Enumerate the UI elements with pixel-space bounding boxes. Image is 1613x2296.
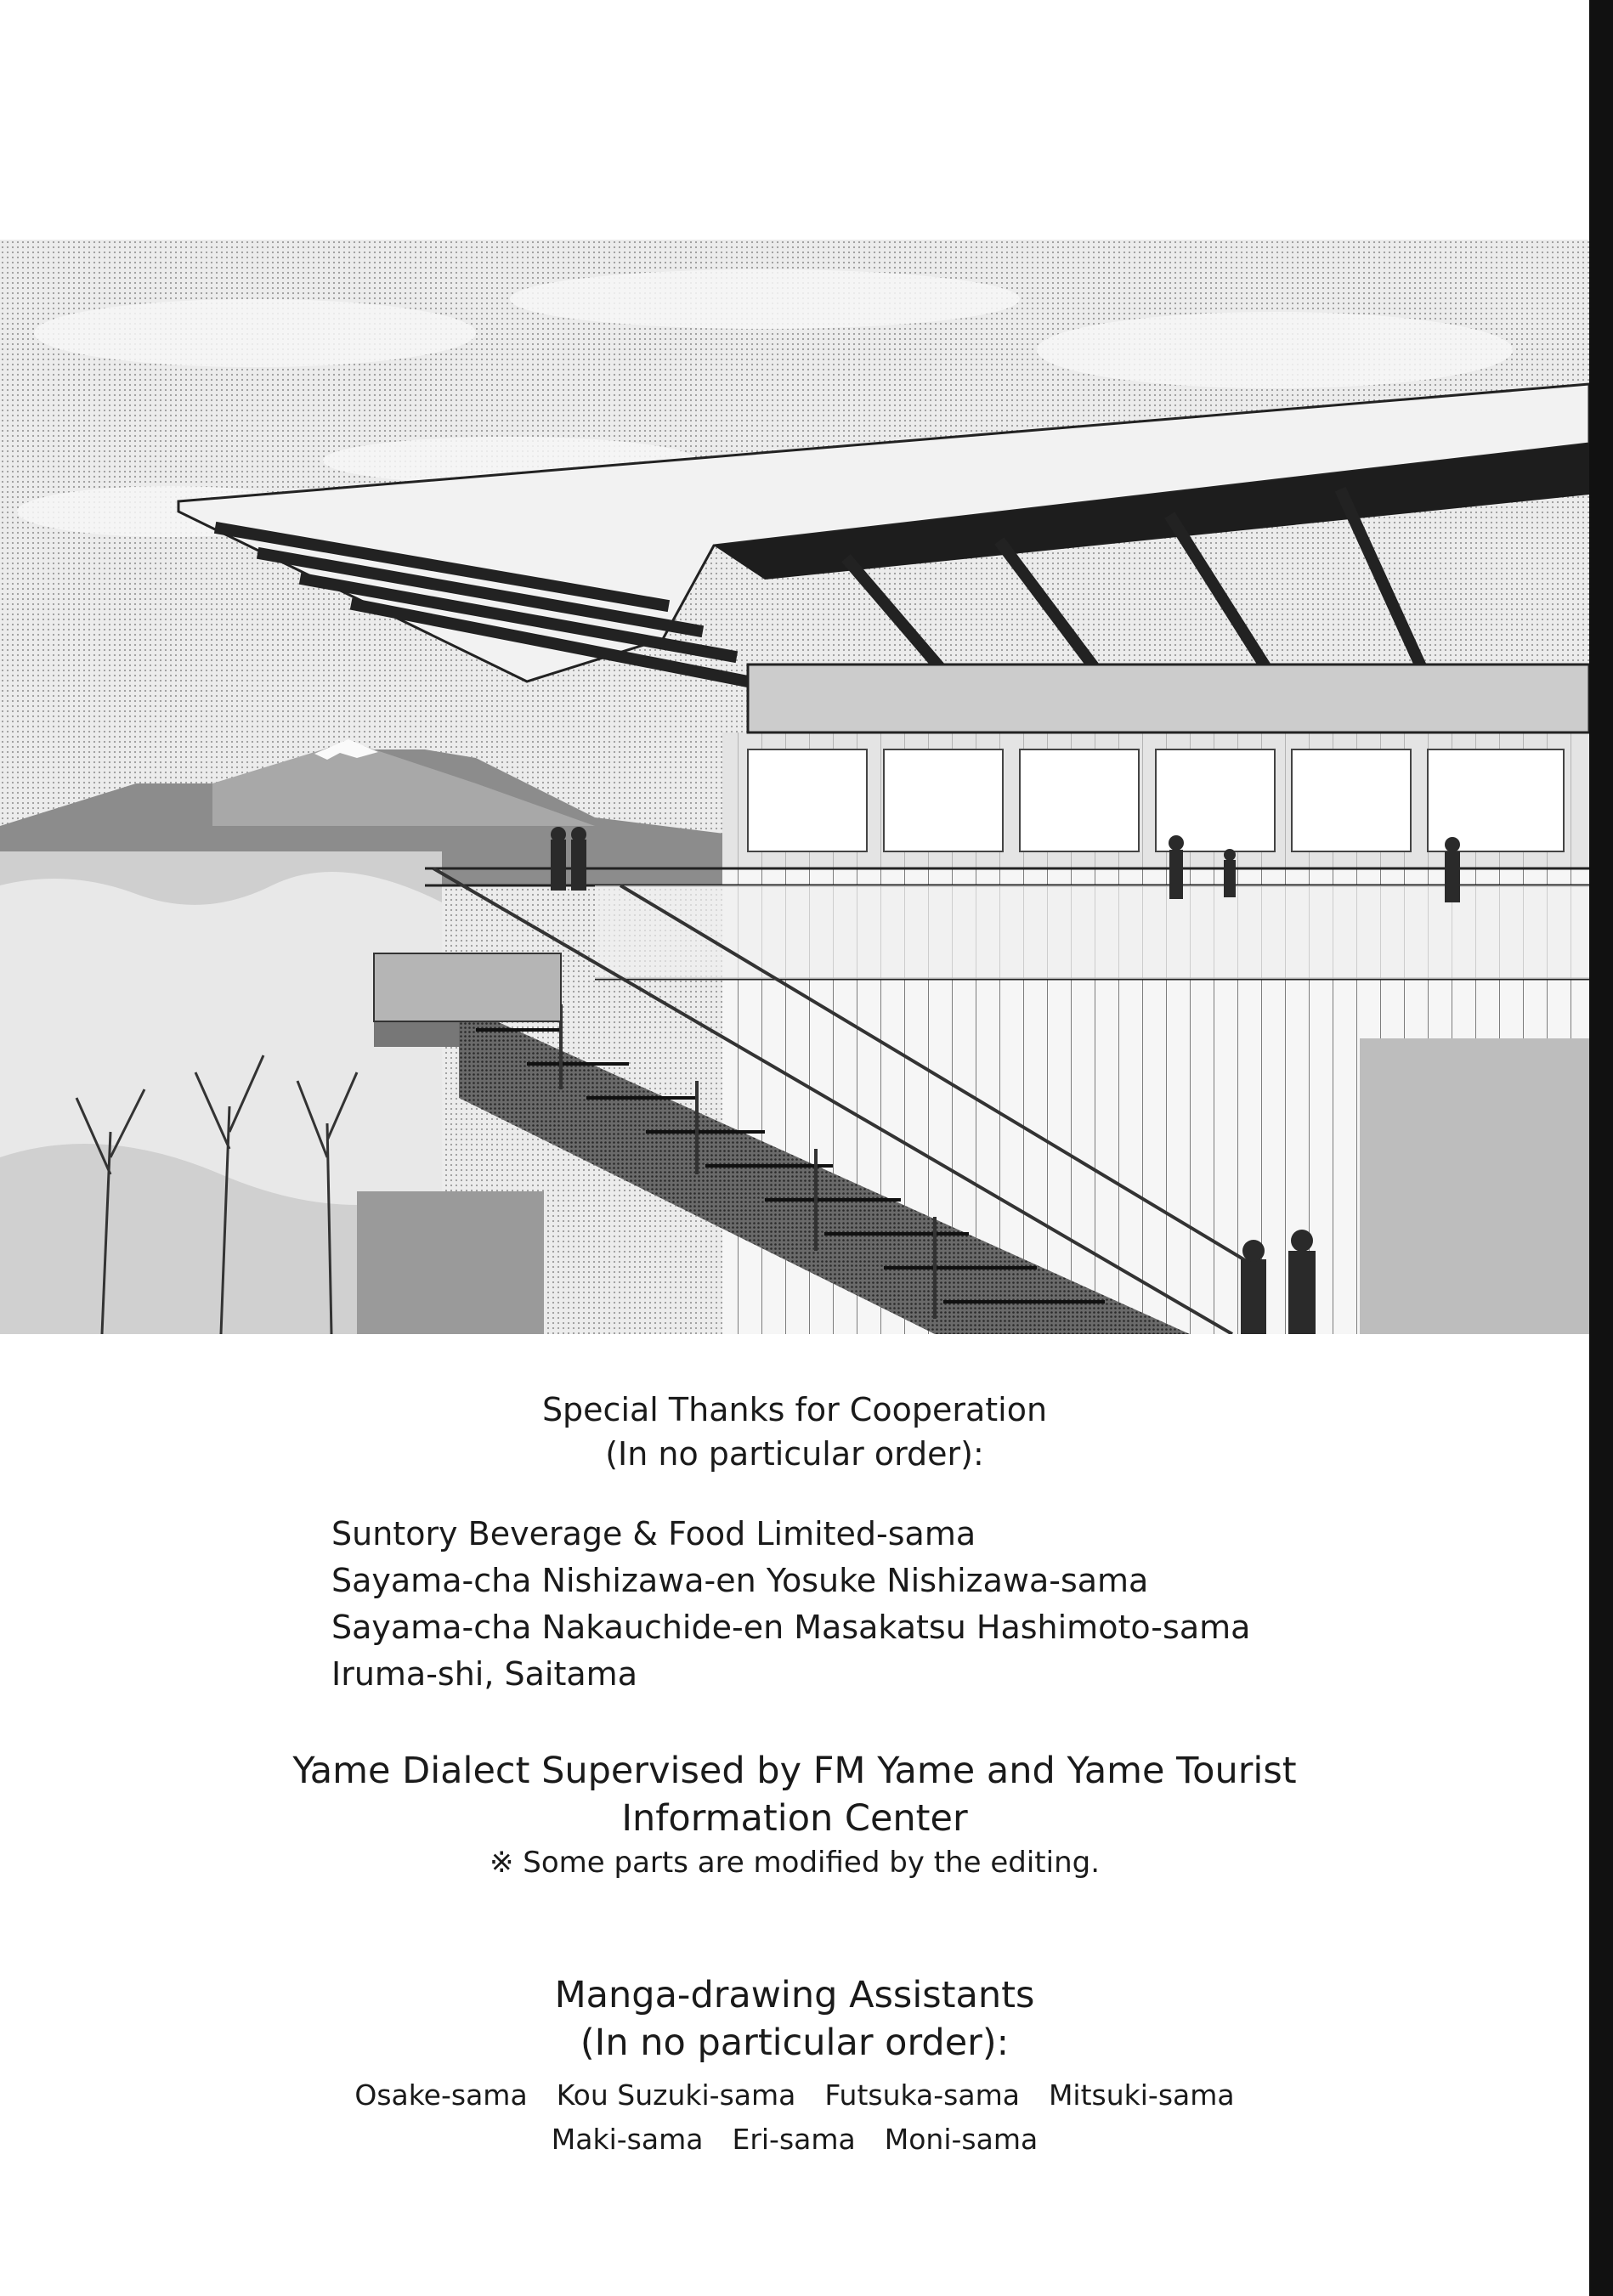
assistant-name: Maki-sama bbox=[551, 2123, 704, 2156]
special-thanks-order: (In no particular order): bbox=[605, 1435, 984, 1473]
thanks-line-3: Sayama-cha Nakauchide-en Masakatsu Hashimoto-sama bbox=[331, 1609, 1251, 1646]
assistant-name: Moni-sama bbox=[884, 2123, 1039, 2156]
special-thanks-title: Special Thanks for Cooperation bbox=[541, 1391, 1048, 1428]
thanks-line-2: Sayama-cha Nishizawa-en Yosuke Nishizawa-sama bbox=[331, 1562, 1149, 1599]
manga-illustration bbox=[0, 240, 1589, 1334]
assistants-order: (In no particular order): bbox=[580, 2022, 1010, 2064]
assistants-list bbox=[0, 2073, 1589, 2162]
dialect-note: ※ Some parts are modified by the editing. bbox=[489, 1846, 1101, 1880]
assistant-name: Osake-sama bbox=[354, 2078, 528, 2112]
assistant-name: Kou Suzuki-sama bbox=[556, 2078, 796, 2112]
assistants-row-1 bbox=[0, 2073, 1589, 2118]
assistants-row-2 bbox=[0, 2118, 1589, 2162]
dialect-credit bbox=[0, 1747, 1589, 1883]
illustration-panel bbox=[0, 240, 1589, 1334]
assistant-name: Futsuka-sama bbox=[824, 2078, 1020, 2112]
dialect-line-1: Yame Dialect Supervised by FM Yame and Yame Tourist bbox=[292, 1750, 1297, 1792]
assistant-name: Eri-sama bbox=[732, 2123, 856, 2156]
special-thanks-heading bbox=[0, 1388, 1589, 1476]
assistants-title: Manga-drawing Assistants bbox=[554, 1974, 1035, 2016]
assistant-name: Mitsuki-sama bbox=[1048, 2078, 1235, 2112]
thanks-line-4: Iruma-shi, Saitama bbox=[331, 1655, 637, 1693]
dialect-line-2: Information Center bbox=[621, 1797, 968, 1840]
thanks-line-1: Suntory Beverage & Food Limited-sama bbox=[331, 1515, 976, 1552]
page-edge-bar bbox=[1589, 0, 1613, 2296]
assistants-heading bbox=[0, 1971, 1589, 2067]
thanks-list bbox=[331, 1511, 1436, 1698]
